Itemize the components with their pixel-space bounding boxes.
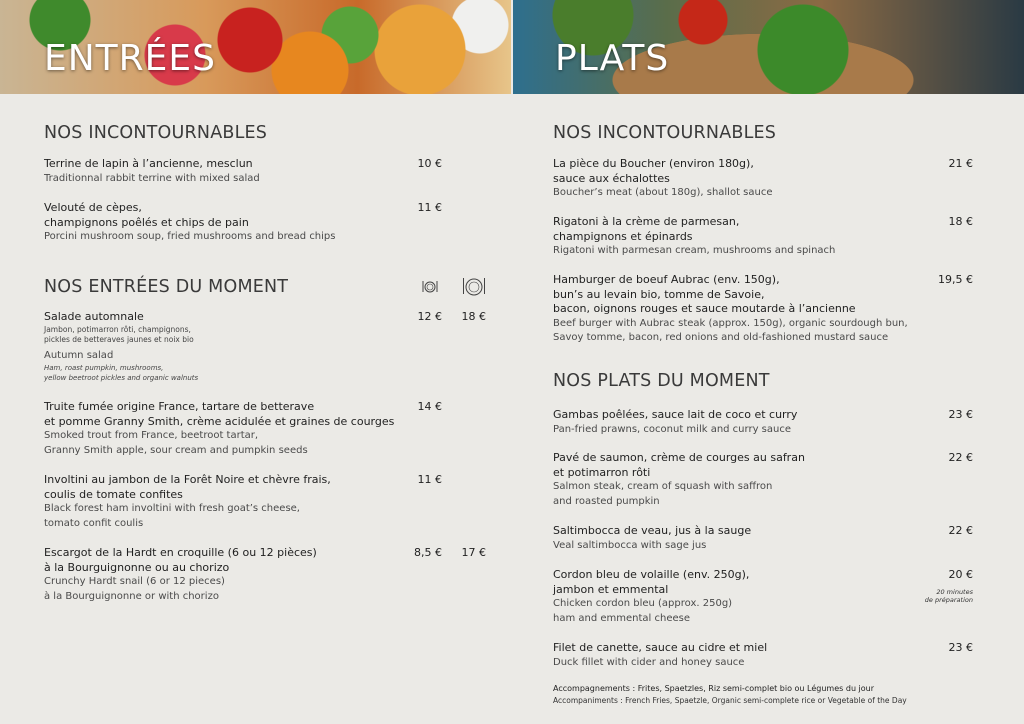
- menu-item: Rigatoni à la crème de parmesan, champignons et épinards Rigatoni with parmesan cream, mushrooms and spinach: [553, 215, 836, 256]
- price: 18 €: [948, 215, 973, 228]
- price: 21 €: [948, 157, 973, 170]
- preparation-note: 20 minutes de préparation: [924, 588, 973, 604]
- menu-item: Filet de canette, sauce au cidre et miel Duck fillet with cider and honey sauce: [553, 641, 768, 668]
- menu-item: Salade automnale Jambon, potimarron rôti, champignons, pickles de betteraves jaunes et noix bio Autumn salad Ham, roast pumpkin, mushrooms, yellow beetroot pickles and organic walnuts: [44, 310, 199, 382]
- price: 23 €: [948, 641, 973, 654]
- price: 11 €: [417, 201, 442, 214]
- price: 12 €: [417, 310, 442, 323]
- price: 10 €: [417, 157, 442, 170]
- menu-item: Cordon bleu de volaille (env. 250g), jambon et emmental Chicken cordon bleu (approx. 250g) ham and emmental cheese: [553, 568, 750, 624]
- plats-banner: [513, 0, 1024, 94]
- menu-item: Escargot de la Hardt en croquille (6 ou 12 pièces) à la Bourguignonne ou au chorizo Crunchy Hardt snail (6 or 12 pieces) à la Bourguignonne or with chorizo: [44, 546, 317, 602]
- menu-item: Velouté de cèpes, champignons poêlés et chips de pain Porcini mushroom soup, fried mushrooms and bread chips: [44, 201, 336, 242]
- menu-item: Terrine de lapin à l’ancienne, mesclun Traditionnal rabbit terrine with mixed salad: [44, 157, 260, 184]
- price: 23 €: [948, 408, 973, 421]
- entrees-banner: [0, 0, 511, 94]
- menu-item: Saltimbocca de veau, jus à la sauge Veal saltimbocca with sage jus: [553, 524, 752, 551]
- menu-item: La pièce du Boucher (environ 180g), sauce aux échalottes Boucher’s meat (about 180g), shallot sauce: [553, 157, 773, 198]
- small-plate-icon: [421, 278, 439, 294]
- price: 19,5 €: [938, 273, 973, 286]
- price: 20 €: [948, 568, 973, 581]
- accompaniments-fr: Accompagnements : Frites, Spaetzles, Riz semi-complet bio ou Légumes du jour: [553, 684, 875, 693]
- price: 11 €: [417, 473, 442, 486]
- large-plate-icon: [462, 276, 486, 296]
- price: 8,5 €: [414, 546, 442, 559]
- menu-item: Pavé de saumon, crème de courges au safran et potimarron rôti Salmon steak, cream of squash with saffron and roasted pumpkin: [553, 451, 805, 507]
- accompaniments-en: Accompaniments : French Fries, Spaetzle, Organic semi-complete rice or Vegetable of the Day: [553, 696, 907, 705]
- menu-item: Hamburger de boeuf Aubrac (env. 150g), bun’s au levain bio, tomme de Savoie, bacon, oignons rouges et sauce moutarde à l’ancienne Beef burger with Aubrac steak (approx. 150g), organic sourdough bun, Savoy tomme, bacon, red onions and old-fashioned mustard sauce: [553, 273, 908, 343]
- price: 14 €: [417, 400, 442, 413]
- menu-item: Truite fumée origine France, tartare de betterave et pomme Granny Smith, crème acidulée et graines de courges Smoked trout from France, beetroot tartar, Granny Smith apple, sour cream and pumpkin seeds: [44, 400, 395, 456]
- plats-title: PLATS: [555, 38, 670, 79]
- price: 22 €: [948, 451, 973, 464]
- section-title: NOS PLATS DU MOMENT: [553, 371, 770, 391]
- section-title: NOS INCONTOURNABLES: [44, 123, 268, 143]
- section-title: NOS INCONTOURNABLES: [553, 123, 777, 143]
- price: 22 €: [948, 524, 973, 537]
- menu-item: Involtini au jambon de la Forêt Noire et chèvre frais, coulis de tomate confites Black forest ham involtini with fresh goat’s cheese, tomato confit coulis: [44, 473, 331, 529]
- price: 18 €: [461, 310, 486, 323]
- menu-item: Gambas poêlées, sauce lait de coco et curry Pan-fried prawns, coconut milk and curry sauce: [553, 408, 798, 435]
- section-title: NOS ENTRÉES DU MOMENT: [44, 277, 289, 297]
- price: 17 €: [461, 546, 486, 559]
- entrees-title: ENTRÉES: [44, 38, 217, 79]
